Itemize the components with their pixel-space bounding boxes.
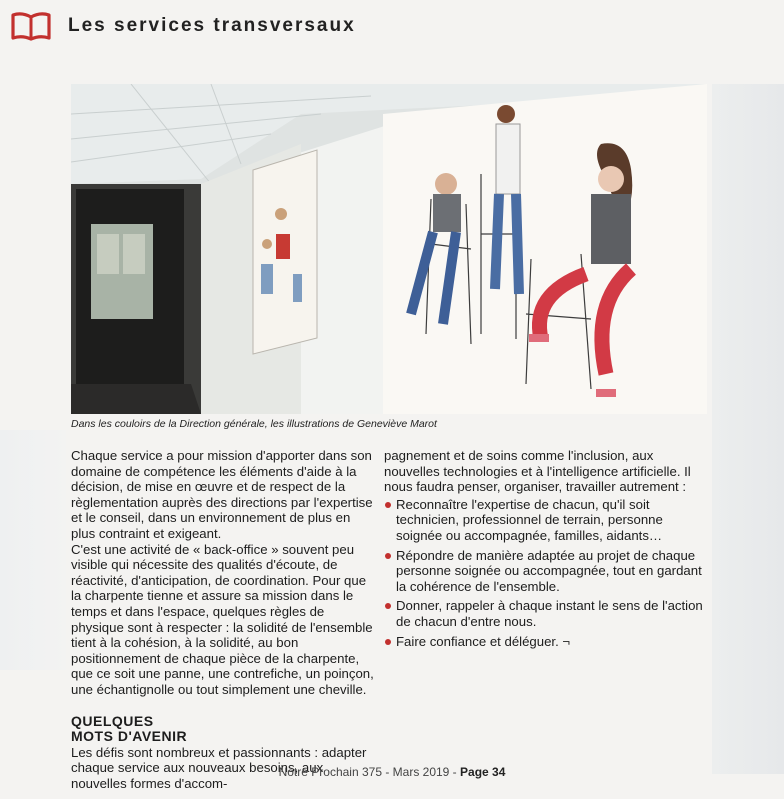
bullet-item: Reconnaître l'expertise de chacun, qu'il soit technicien, professionnel de terrain, personne soignée ou accompagnée, familles, aidants…	[384, 497, 706, 544]
facing-page-bleed-left	[0, 430, 66, 670]
corridor-photo	[71, 84, 707, 414]
section-header	[10, 8, 770, 44]
bullet-item: Répondre de manière adaptée au projet de chaque personne soignée ou accompagnée, tout en gardant la cohérence de l'ensemble.	[384, 548, 706, 595]
open-book-icon	[10, 11, 52, 41]
page-number: Page 34	[460, 765, 506, 779]
article-paragraph: C'est une activité de « back-office » souvent peu visible qui nécessite des qualités d'écoute, de réactivité, d'anticipation, de coordination. Pour que la charpente tienne et assure sa mission dans le temps et dans l'espace, quelques règles de physique sont à respecter : la solidité de l'ensemble tient à la cohésion, à la solidité, au bon positionnement de chaque pièce de la charpente, que ce soit une panne, une contrefiche, un poinçon, une échantignolle ou tout simplement une cheville.	[71, 541, 374, 697]
page-footer	[0, 765, 784, 779]
subheading	[71, 714, 377, 745]
footer-publication: Notre Prochain 375 - Mars 2019 -	[278, 765, 457, 779]
article-paragraph: pagnement et de soins comme l'inclusion, aux nouvelles technologies et à l'intelligence artificielle. Il nous faudra penser, organiser, travailler autrement :	[384, 448, 691, 495]
bullet-item: Donner, rappeler à chaque instant le sens de l'action de chacun d'entre nous.	[384, 598, 706, 629]
article-column-right	[384, 448, 706, 653]
photo-caption: Dans les couloirs de la Direction générale, les illustrations de Geneviève Marot	[71, 418, 437, 430]
bullet-list	[384, 497, 706, 649]
section-title: Les services transversaux	[68, 15, 356, 36]
article-column-left	[71, 448, 377, 791]
subheading-line-2: MOTS D'AVENIR	[71, 728, 188, 744]
article-paragraph: Les défis sont nombreux et passionnants : adapter chaque service aux nouveaux besoins, aux nouvelles formes d'accom-	[71, 744, 367, 791]
article-paragraph: Chaque service a pour mission d'apporter dans son domaine de compétence les éléments d'aide à la décision, de mise en œuvre et de respect de la règlementation auprès des directions par l'expertise et le conseil, dans un environnement de plus en plus contraint et exigeant.	[71, 448, 373, 541]
subheading-line-1: QUELQUES	[71, 712, 154, 729]
bullet-item: Faire confiance et déléguer. ¬	[384, 634, 706, 650]
facing-page-bleed	[712, 84, 784, 774]
